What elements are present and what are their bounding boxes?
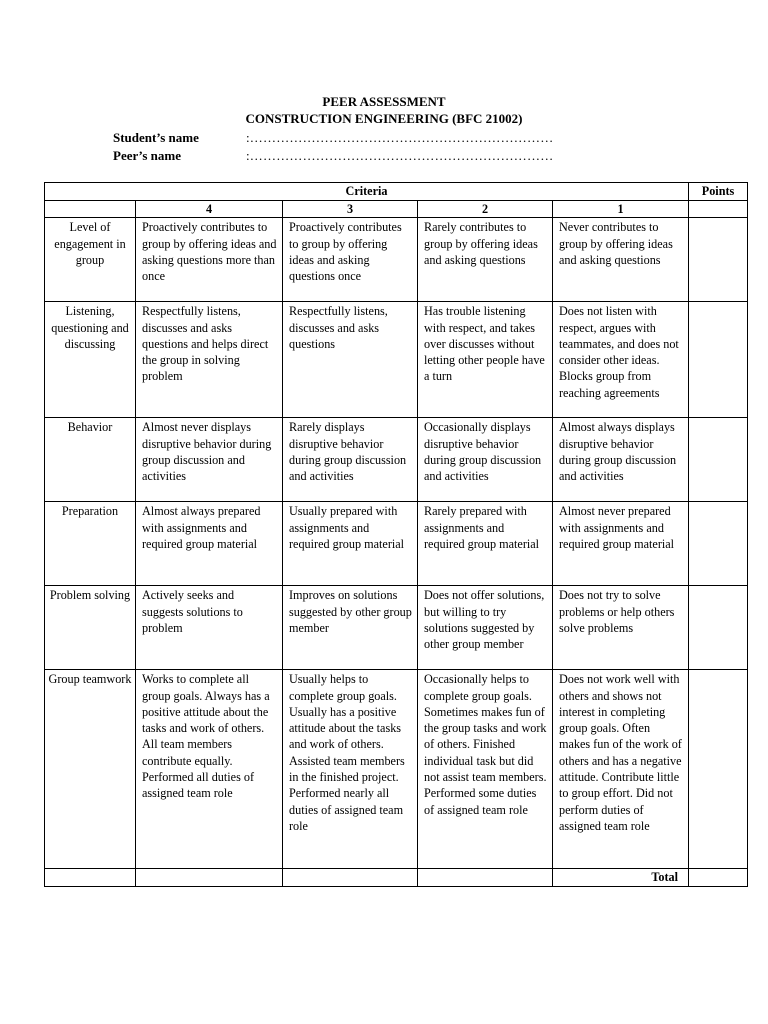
points-cell[interactable] bbox=[689, 218, 748, 302]
descriptor-cell: Rarely displays disruptive behavior during group discussion and activities bbox=[283, 418, 418, 502]
points-cell[interactable] bbox=[689, 418, 748, 502]
descriptor-cell: Does not try to solve problems or help others solve problems bbox=[553, 586, 689, 670]
descriptor-cell: Rarely contributes to group by offering ideas and asking questions bbox=[418, 218, 553, 302]
descriptor-cell: Never contributes to group by offering ideas and asking questions bbox=[553, 218, 689, 302]
student-name-label: Student’s name bbox=[113, 130, 199, 145]
points-cell[interactable] bbox=[689, 302, 748, 418]
student-name-blank[interactable]: :…………………………………………………………… bbox=[246, 130, 554, 145]
score-1-header: 1 bbox=[553, 201, 689, 218]
descriptor-cell: Has trouble listening with respect, and takes over discusses without letting other people have a turn bbox=[418, 302, 553, 418]
score-4-header: 4 bbox=[136, 201, 283, 218]
document-title: PEER ASSESSMENT bbox=[322, 94, 446, 109]
empty-cell bbox=[418, 869, 553, 886]
points-cell[interactable] bbox=[689, 586, 748, 670]
descriptor-cell: Almost never displays disruptive behavior during group discussion and activities bbox=[136, 418, 283, 502]
total-row bbox=[45, 869, 748, 886]
table-row bbox=[45, 586, 748, 670]
descriptor-cell: Almost always prepared with assignments and required group material bbox=[136, 502, 283, 586]
points-cell[interactable] bbox=[689, 502, 748, 586]
total-points-cell[interactable] bbox=[689, 869, 748, 886]
criterion-label: Listening, questioning and discussing bbox=[45, 302, 136, 418]
peer-name-field bbox=[113, 148, 553, 164]
course-title: CONSTRUCTION ENGINEERING (BFC 21002) bbox=[245, 111, 523, 126]
descriptor-cell: Usually helps to complete group goals. Usually has a positive attitude about the tasks and work of others. Assisted team members in the finished project. Performed nearly all duties of assigned team role bbox=[283, 670, 418, 869]
score-row bbox=[45, 201, 748, 218]
student-name-field bbox=[113, 130, 553, 146]
empty-cell bbox=[283, 869, 418, 886]
total-label: Total bbox=[553, 869, 689, 886]
descriptor-cell: Almost always displays disruptive behavior during group discussion and activities bbox=[553, 418, 689, 502]
descriptor-cell: Occasionally helps to complete group goals. Sometimes makes fun of the group tasks and work of others. Finished individual task but did not assist team members. Performed some duties of assigned team role bbox=[418, 670, 553, 869]
points-blank-header bbox=[689, 201, 748, 218]
peer-name-label: Peer’s name bbox=[113, 148, 181, 163]
table-row bbox=[45, 502, 748, 586]
points-header: Points bbox=[689, 183, 748, 201]
criterion-label: Behavior bbox=[45, 418, 136, 502]
descriptor-cell: Works to complete all group goals. Always has a positive attitude about the tasks and work of others. All team members contribute equally. Performed all duties of assigned team role bbox=[136, 670, 283, 869]
table-row bbox=[45, 218, 748, 302]
peer-name-blank[interactable]: :…………………………………………………………… bbox=[246, 148, 554, 163]
descriptor-cell: Respectfully listens, discusses and asks questions bbox=[283, 302, 418, 418]
table-row bbox=[45, 418, 748, 502]
descriptor-cell: Proactively contributes to group by offering ideas and asking questions once bbox=[283, 218, 418, 302]
criterion-label: Group teamwork bbox=[45, 670, 136, 869]
blank-header-cell bbox=[45, 201, 136, 218]
table-row bbox=[45, 670, 748, 869]
descriptor-cell: Proactively contributes to group by offering ideas and asking questions more than once bbox=[136, 218, 283, 302]
criterion-label: Preparation bbox=[45, 502, 136, 586]
descriptor-cell: Does not listen with respect, argues with teammates, and does not consider other ideas. Blocks group from reaching agreements bbox=[553, 302, 689, 418]
descriptor-cell: Almost never prepared with assignments and required group material bbox=[553, 502, 689, 586]
rubric-table bbox=[44, 182, 748, 887]
descriptor-cell: Rarely prepared with assignments and required group material bbox=[418, 502, 553, 586]
descriptor-cell: Respectfully listens, discusses and asks questions and helps direct the group in solving problem bbox=[136, 302, 283, 418]
descriptor-cell: Occasionally displays disruptive behavior during group discussion and activities bbox=[418, 418, 553, 502]
descriptor-cell: Does not work well with others and shows not interest in completing group goals. Often makes fun of the work of others and has a negative attitude. Contribute little to group effort. Did not perform duties of assigned team role bbox=[553, 670, 689, 869]
header-row bbox=[45, 183, 748, 201]
empty-cell bbox=[136, 869, 283, 886]
descriptor-cell: Usually prepared with assignments and required group material bbox=[283, 502, 418, 586]
table-row bbox=[45, 302, 748, 418]
descriptor-cell: Does not offer solutions, but willing to try solutions suggested by other group member bbox=[418, 586, 553, 670]
descriptor-cell: Actively seeks and suggests solutions to problem bbox=[136, 586, 283, 670]
score-2-header: 2 bbox=[418, 201, 553, 218]
points-cell[interactable] bbox=[689, 670, 748, 869]
criterion-label: Problem solving bbox=[45, 586, 136, 670]
criterion-label: Level of engagement in group bbox=[45, 218, 136, 302]
descriptor-cell: Improves on solutions suggested by other group member bbox=[283, 586, 418, 670]
criteria-header: Criteria bbox=[45, 183, 689, 201]
score-3-header: 3 bbox=[283, 201, 418, 218]
empty-cell bbox=[45, 869, 136, 886]
